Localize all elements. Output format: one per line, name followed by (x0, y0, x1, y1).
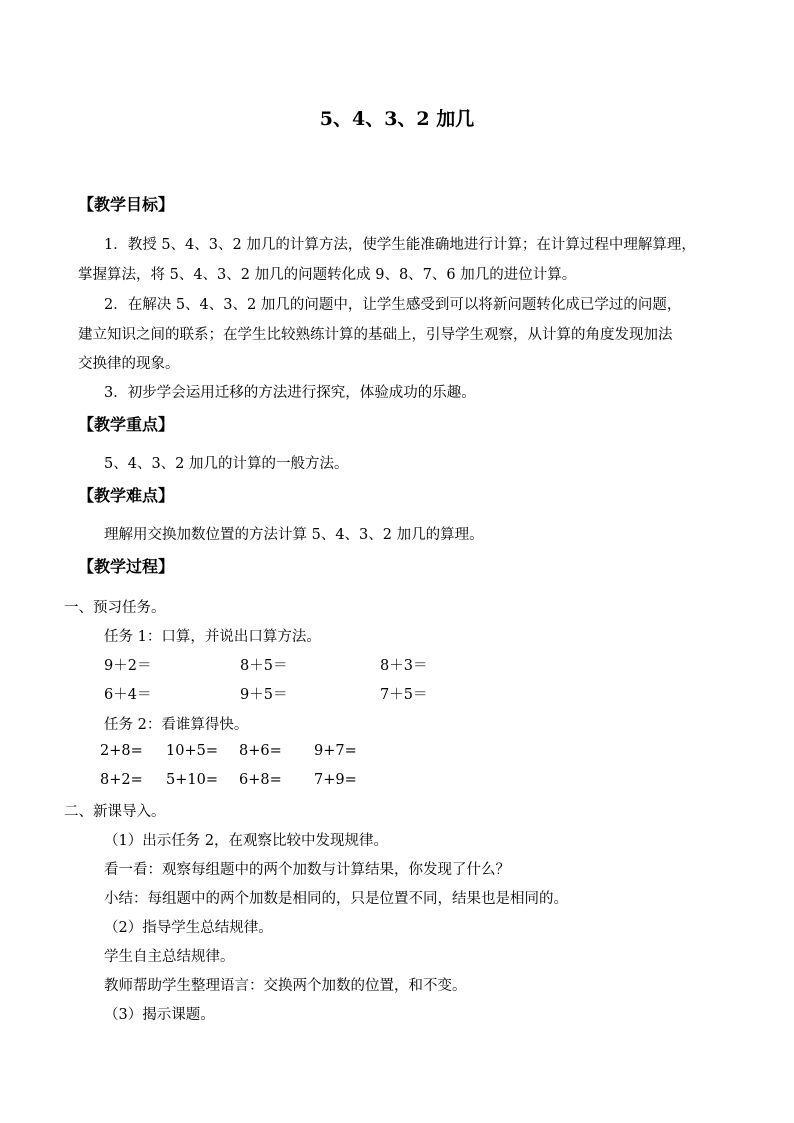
page-title: 5、4、3、2 加几 (319, 108, 475, 130)
exercise-cell: 6+8= (239, 772, 282, 788)
part1-heading: 一、预习任务。 (64, 600, 166, 616)
goals-line: 1．教授 5、4、3、2 加几的计算方法，使学生能准确地进行计算；在计算过程中理解算理， (104, 237, 696, 253)
exercise-cell: 8＋5＝ (240, 658, 288, 674)
part2-line: （2）指导学生总结规律。 (104, 920, 273, 936)
exercise-cell: 9＋5＝ (240, 687, 288, 703)
exercise-cell: 6＋4＝ (104, 687, 152, 703)
goals-line: 掌握算法，将 5、4、3、2 加几的问题转化成 9、8、7、6 加几的进位计算。 (78, 267, 577, 283)
key-line: 5、4、3、2 加几的计算的一般方法。 (104, 456, 349, 472)
part2-line: 学生自主总结规律。 (104, 949, 235, 965)
exercise-cell: 7＋5＝ (380, 687, 428, 703)
goals-heading: 【教学目标】 (78, 195, 175, 214)
part2-line: （1）出示任务 2，在观察比较中发现规律。 (104, 833, 389, 849)
goals-line: 3．初步学会运用迁移的方法进行探究，体验成功的乐趣。 (104, 385, 476, 401)
exercise-cell: 8+6= (239, 743, 282, 759)
exercise-cell: 5+10= (166, 772, 218, 788)
task2-label: 任务 2：看谁算得快。 (104, 717, 249, 733)
exercise-cell: 8＋3＝ (380, 658, 428, 674)
difficulty-heading: 【教学难点】 (78, 486, 175, 505)
difficulty-line: 理解用交换加数位置的方法计算 5、4、3、2 加几的算理。 (104, 527, 484, 543)
exercise-cell: 8+2= (100, 772, 143, 788)
part2-line: （3）揭示课题。 (104, 1007, 215, 1023)
key-heading: 【教学重点】 (78, 415, 175, 434)
task1-label: 任务 1：口算，并说出口算方法。 (104, 629, 321, 645)
goals-line: 交换律的现象。 (78, 356, 180, 372)
exercise-cell: 2+8= (100, 743, 143, 759)
process-heading: 【教学过程】 (78, 557, 175, 576)
goals-line: 2．在解决 5、4、3、2 加几的问题中，让学生感受到可以将新问题转化成已学过的问题， (104, 297, 682, 313)
goals-line: 建立知识之间的联系；在学生比较熟练计算的基础上，引导学生观察，从计算的角度发现加法 (78, 327, 673, 343)
exercise-cell: 7+9= (314, 772, 357, 788)
part2-line: 看一看：观察每组题中的两个加数与计算结果，你发现了什么？ (104, 862, 510, 878)
exercise-cell: 10+5= (166, 743, 218, 759)
part2-line: 教师帮助学生整理语言：交换两个加数的位置，和不变。 (104, 978, 467, 994)
part2-line: 小结：每组题中的两个加数是相同的，只是位置不同，结果也是相同的。 (104, 891, 568, 907)
exercise-cell: 9+7= (314, 743, 357, 759)
part2-heading: 二、新课导入。 (64, 804, 166, 820)
exercise-cell: 9＋2＝ (104, 658, 152, 674)
